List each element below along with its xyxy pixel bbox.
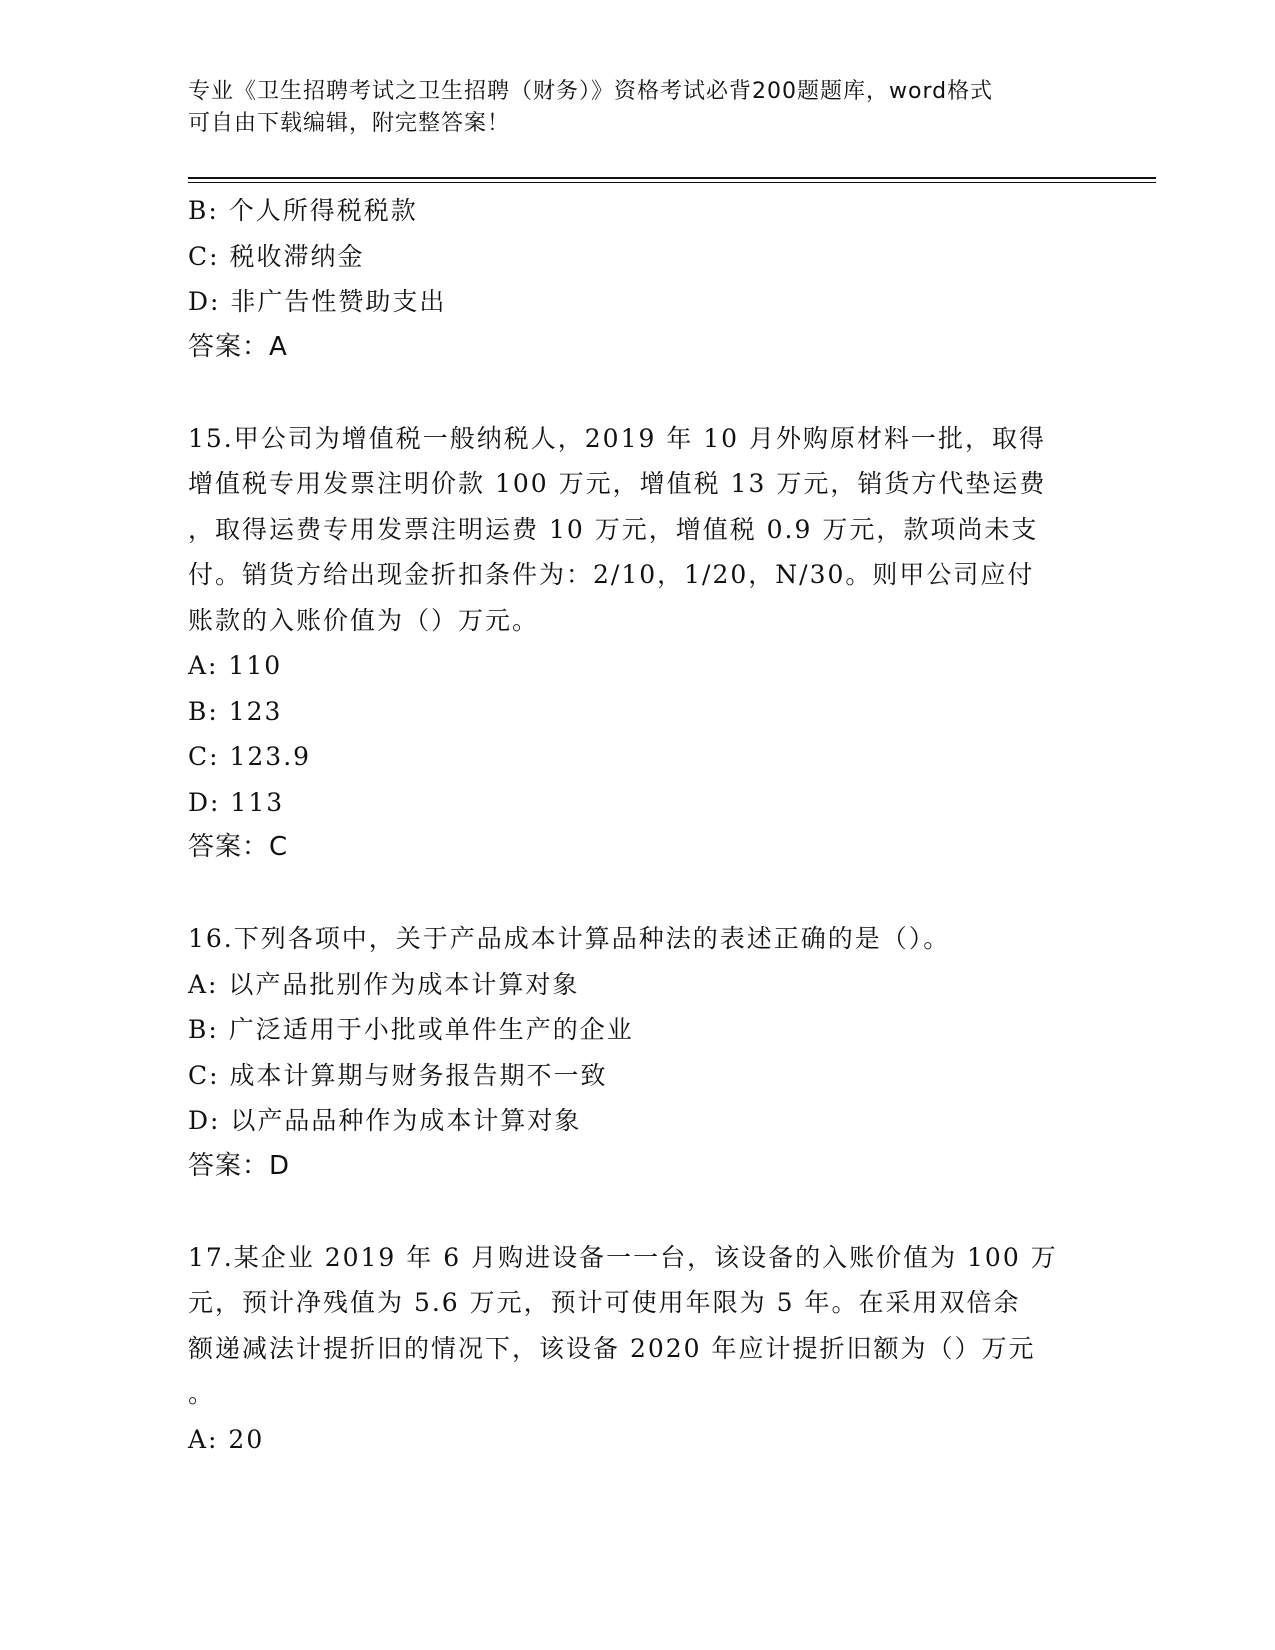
- q16-option-d: D: 以产品品种作为成本计算对象: [188, 1106, 582, 1135]
- header-divider: [188, 177, 1156, 179]
- spacer: [188, 370, 1088, 416]
- page-header: [188, 76, 1068, 140]
- q14-option-d: D: 非广告性赞助支出: [188, 287, 447, 316]
- q17-text-line: 元，预计净残值为 5.6 万元，预计可使用年限为 5 年。在采用双倍余: [188, 1288, 1021, 1317]
- spacer: [188, 1189, 1088, 1235]
- q15-text-line: ，取得运费专用发票注明运费 10 万元，增值税 0.9 万元，款项尚未支: [188, 514, 1039, 544]
- q15-option-a: A: 110: [188, 651, 283, 680]
- document-body: [188, 188, 1088, 1462]
- q16-option-b: B: 广泛适用于小批或单件生产的企业: [188, 1015, 634, 1044]
- q15-answer: 答案：C: [188, 832, 289, 862]
- q15-text-line: 增值税专用发票注明价款 100 万元，增值税 13 万元，销货方代垫运费: [188, 469, 1047, 498]
- header-line-2: 可自由下载编辑，附完整答案！: [188, 111, 511, 136]
- q14-option-c: C: 税收滞纳金: [188, 241, 365, 271]
- q16-option-a: A: 以产品批别作为成本计算对象: [188, 969, 580, 999]
- q16-answer: 答案：D: [188, 1150, 291, 1181]
- question-14-tail: [188, 188, 1088, 370]
- q16-option-c: C: 成本计算期与财务报告期不一致: [188, 1060, 608, 1090]
- q17-text-line: 。: [188, 1379, 216, 1408]
- q15-text-line: 15.甲公司为增值税一般纳税人，2019 年 10 月外购原材料一批，取得: [188, 423, 1047, 453]
- q15-text-line: 账款的入账价值为（）万元。: [188, 605, 540, 635]
- q16-text: 16.下列各项中，关于产品成本计算品种法的表述正确的是（）。: [188, 924, 951, 953]
- q17-text-line: 额递减法计提折旧的情况下，该设备 2020 年应计提折旧额为（）万元: [188, 1333, 1036, 1363]
- q17-text-line: 17.某企业 2019 年 6 月购进设备一一台，该设备的入账价值为 100 万: [188, 1242, 1058, 1272]
- q15-option-b: B: 123: [188, 696, 283, 726]
- question-17: [188, 1235, 1088, 1463]
- spacer: [188, 871, 1088, 917]
- header-line-1: 专业《卫生招聘考试之卫生招聘（财务）》资格考试必背200题题库，word格式: [188, 79, 994, 104]
- q15-option-c: C: 123.9: [188, 742, 312, 771]
- question-16: [188, 916, 1088, 1189]
- q15-text-line: 付。销货方给出现金折扣条件为：2/10，1/20，N/30。则甲公司应付: [188, 560, 1035, 589]
- question-15: [188, 416, 1088, 871]
- q15-option-d: D: 113: [188, 787, 285, 817]
- q17-option-a: A: 20: [188, 1424, 265, 1454]
- q14-option-b: B: 个人所得税税款: [188, 196, 418, 225]
- header-divider-thin: [188, 182, 1156, 183]
- q14-answer: 答案：A: [188, 331, 288, 362]
